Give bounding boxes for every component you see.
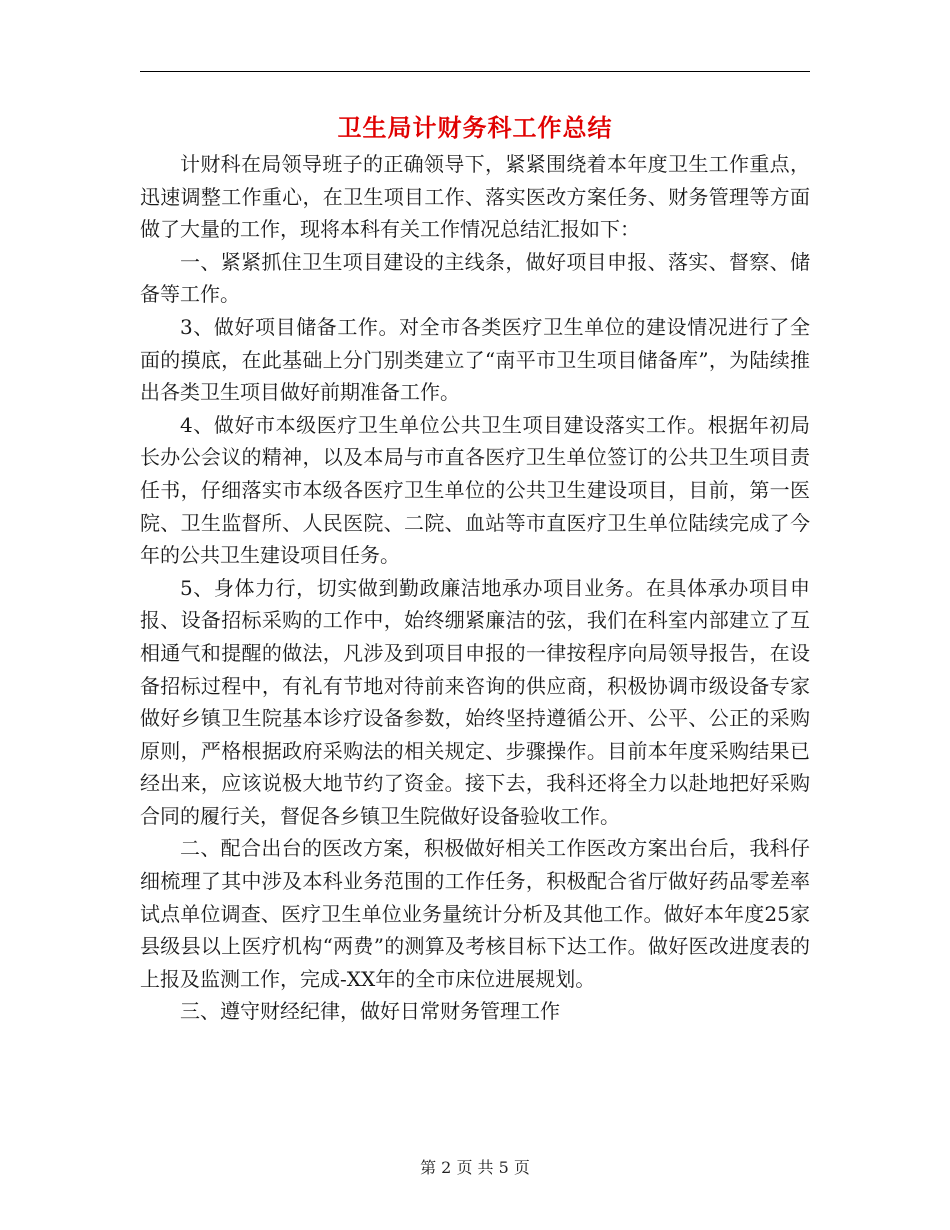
paragraph-intro: 计财科在局领导班子的正确领导下，紧紧围绕着本年度卫生工作重点，迅速调整工作重心，在卫生项目工作、落实医改方案任务、财务管理等方面做了大量的工作，现将本科有关工作情况总结汇报如下： (140, 152, 810, 242)
paragraph-section-2: 二、配合出台的医改方案，积极做好相关工作医改方案出台后，我科仔细梳理了其中涉及本科业务范围的工作任务，积极配合省厅做好药品零差率试点单位调查、医疗卫生单位业务量统计分析及其他工作。做好本年度25家县级县以上医疗机构“两费”的测算及考核目标下达工作。做好医改进度表的上报及监测工作，完成-XX年的全市床位进展规划。 (140, 836, 810, 991)
paragraph-section-1: 一、紧紧抓住卫生项目建设的主线条，做好项目申报、落实、督察、储备等工作。 (140, 249, 810, 307)
paragraph-item-3: 3、做好项目储备工作。对全市各类医疗卫生单位的建设情况进行了全面的摸底，在此基础上分门别类建立了“南平市卫生项目储备库”，为陆续推出各类卫生项目做好前期准备工作。 (140, 314, 810, 405)
document-title: 卫生局计财务科工作总结 (337, 114, 613, 142)
paragraph-section-3: 三、遵守财经纪律，做好日常财务管理工作 (180, 999, 560, 1024)
paragraph-item-4: 4、做好市本级医疗卫生单位公共卫生项目建设落实工作。根据年初局长办公会议的精神，以及本局与市直各医疗卫生单位签订的公共卫生项目责任书，仔细落实市本级各医疗卫生单位的公共卫生建设项目，目前，第一医院、卫生监督所、人民医院、二院、血站等市直医疗卫生单位陆续完成了今年的公共卫生建设项目任务。 (140, 412, 810, 568)
document-body (140, 148, 810, 1028)
header-rule (140, 71, 810, 72)
page-number-footer: 第 2 页 共 5 页 (420, 1158, 530, 1177)
paragraph-item-5: 5、身体力行，切实做到勤政廉洁地承办项目业务。在具体承办项目申报、设备招标采购的工作中，始终绷紧廉洁的弦，我们在科室内部建立了互相通气和提醒的做法，凡涉及到项目申报的一律按程序向局领导报告，在设备招标过程中，有礼有节地对待前来咨询的供应商，积极协调市级设备专家做好乡镇卫生院基本诊疗设备参数，始终坚持遵循公开、公平、公正的采购原则，严格根据政府采购法的相关规定、步骤操作。目前本年度采购结果已经出来，应该说极大地节约了资金。接下去，我科还将全力以赴地把好采购合同的履行关，督促各乡镇卫生院做好设备验收工作。 (140, 575, 810, 828)
